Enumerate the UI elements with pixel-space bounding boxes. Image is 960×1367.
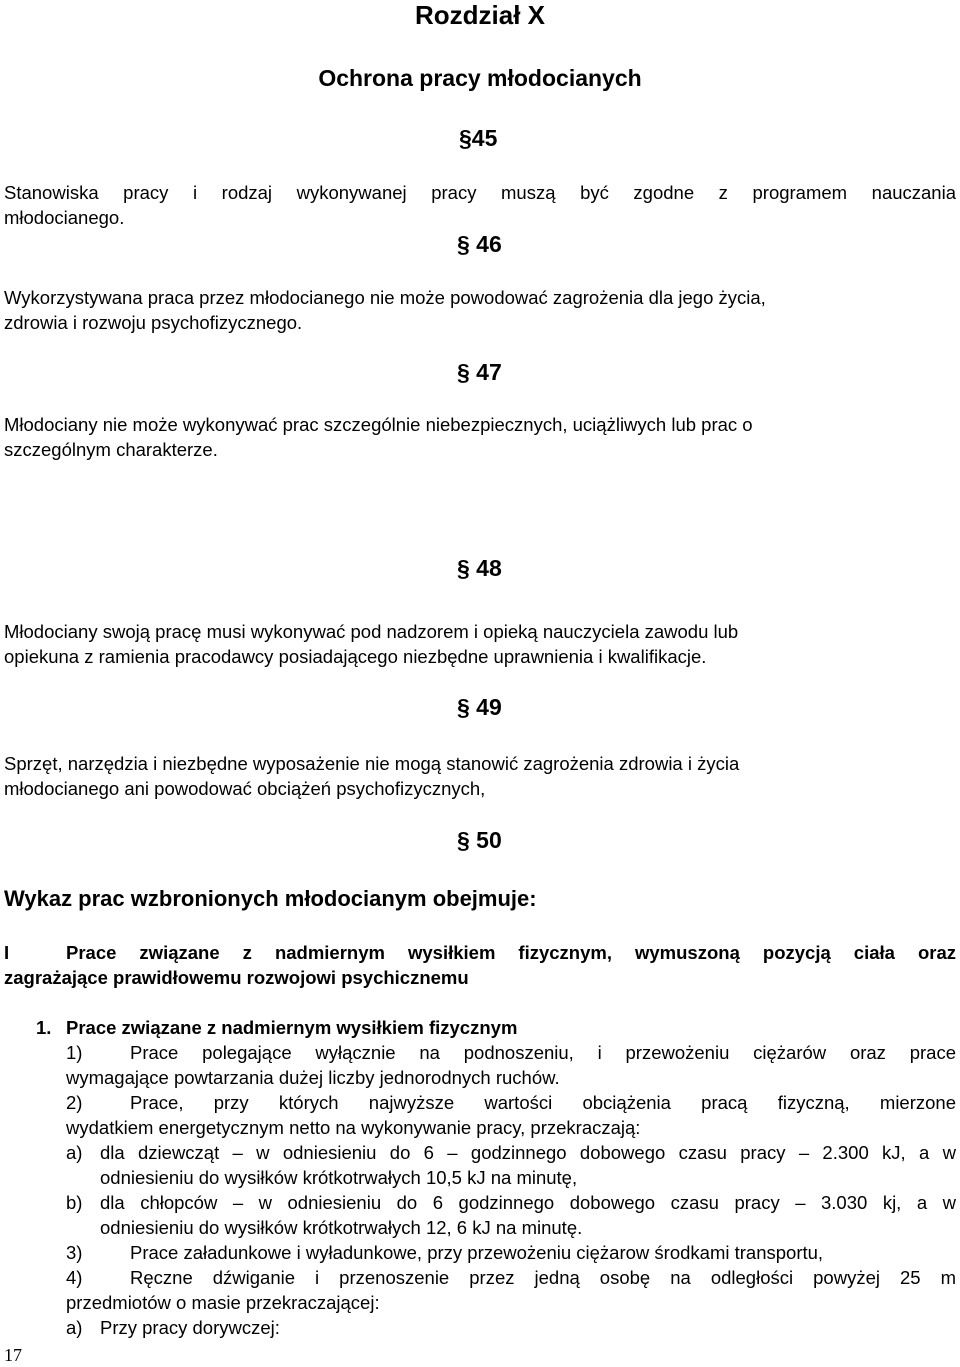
group-title-line-1: Prace związane z nadmiernym wysiłkiem fizycznym, wymuszoną pozycją ciała oraz [66, 942, 956, 963]
section-48-line-2: opiekuna z ramienia pracodawcy posiadającego niezbędne uprawnienia i kwalifikacje. [4, 646, 707, 667]
subitem-2b-line-1: dla chłopców – w odniesieniu do 6 godzinnego dobowego czasu pracy – 3.030 kj, a w [100, 1192, 956, 1213]
section-symbol-47: § 47 [457, 359, 502, 385]
subitem-4-line-2: przedmiotów o masie przekraczającej: [66, 1292, 380, 1313]
item-title: Prace związane z nadmiernym wysiłkiem fizycznym [66, 1017, 518, 1038]
section-symbol-49: § 49 [457, 694, 502, 720]
chapter-subtitle: Ochrona pracy młodocianych [318, 65, 642, 91]
subitem-label-2b: b) [66, 1192, 83, 1213]
section-symbol-46: § 46 [457, 231, 502, 257]
subitem-3-line-1: Prace załadunkowe i wyładunkowe, przy przewożeniu ciężarow środkami transportu, [130, 1242, 824, 1263]
section-symbol-50: § 50 [457, 827, 502, 853]
subitem-2a-line-2: odniesieniu do wysiłków krótkotrwałych 10,5 kJ na minutę, [100, 1167, 578, 1188]
group-numeral: I [4, 942, 10, 963]
subitem-1-line-1: Prace polegające wyłącznie na podnoszeniu, i przewożeniu ciężarów oraz prace [130, 1042, 956, 1063]
section-46-line-2: zdrowia i rozwoju psychofizycznego. [4, 312, 303, 333]
subitem-label-4a: a) [66, 1317, 83, 1338]
section-45-line-1: Stanowiska pracy i rodzaj wykonywanej pracy muszą być zgodne z programem nauczania [4, 182, 956, 203]
subitem-2a-line-1: dla dziewcząt – w odniesieniu do 6 – godzinnego dobowego czasu pracy – 2.300 kJ, a w [100, 1142, 956, 1163]
subitem-4a-line-1: Przy pracy dorywczej: [100, 1317, 280, 1338]
subitem-label-3: 3) [66, 1242, 83, 1263]
section-47-line-2: szczególnym charakterze. [4, 439, 218, 460]
section-47-line-1: Młodociany nie może wykonywać prac szczególnie niebezpiecznych, uciążliwych lub prac o [4, 414, 753, 435]
subitem-label-2: 2) [66, 1092, 83, 1113]
subitem-2-line-1: Prace, przy których najwyższe wartości obciążenia pracą fizyczną, mierzone [130, 1092, 956, 1113]
section-48-line-1: Młodociany swoją pracę musi wykonywać pod nadzorem i opieką nauczyciela zawodu lub [4, 621, 739, 642]
list-heading: Wykaz prac wzbronionych młodocianym obejmuje: [4, 886, 537, 911]
chapter-title: Rozdział X [414, 0, 545, 30]
subitem-label-4: 4) [66, 1267, 83, 1288]
subitem-2-line-2: wydatkiem energetycznym netto na wykonywanie pracy, przekraczają: [66, 1117, 641, 1138]
subitem-label-2a: a) [66, 1142, 83, 1163]
section-49-line-2: młodocianego ani powodować obciążeń psychofizycznych, [4, 778, 486, 799]
subitem-1-line-2: wymagające powtarzania dużej liczby jednorodnych ruchów. [66, 1067, 560, 1088]
subitem-label-1: 1) [66, 1042, 83, 1063]
subitem-2b-line-2: odniesieniu do wysiłków krótkotrwałych 12, 6 kJ na minutę. [100, 1217, 583, 1238]
section-symbol-48: § 48 [457, 555, 502, 581]
section-45-line-2: młodocianego. [4, 207, 125, 228]
item-number: 1. [36, 1017, 52, 1038]
section-symbol-45: §45 [459, 125, 498, 151]
section-46-line-1: Wykorzystywana praca przez młodocianego nie może powodować zagrożenia dla jego życia, [4, 287, 766, 308]
section-49-line-1: Sprzęt, narzędzia i niezbędne wyposażenie nie mogą stanowić zagrożenia zdrowia i życia [4, 753, 740, 774]
subitem-4-line-1: Ręczne dźwiganie i przenoszenie przez jedną osobę na odległości powyżej 25 m [130, 1267, 956, 1288]
page-number: 17 [4, 1345, 22, 1365]
group-title-line-2: zagrażające prawidłowemu rozwojowi psychicznemu [4, 967, 469, 988]
